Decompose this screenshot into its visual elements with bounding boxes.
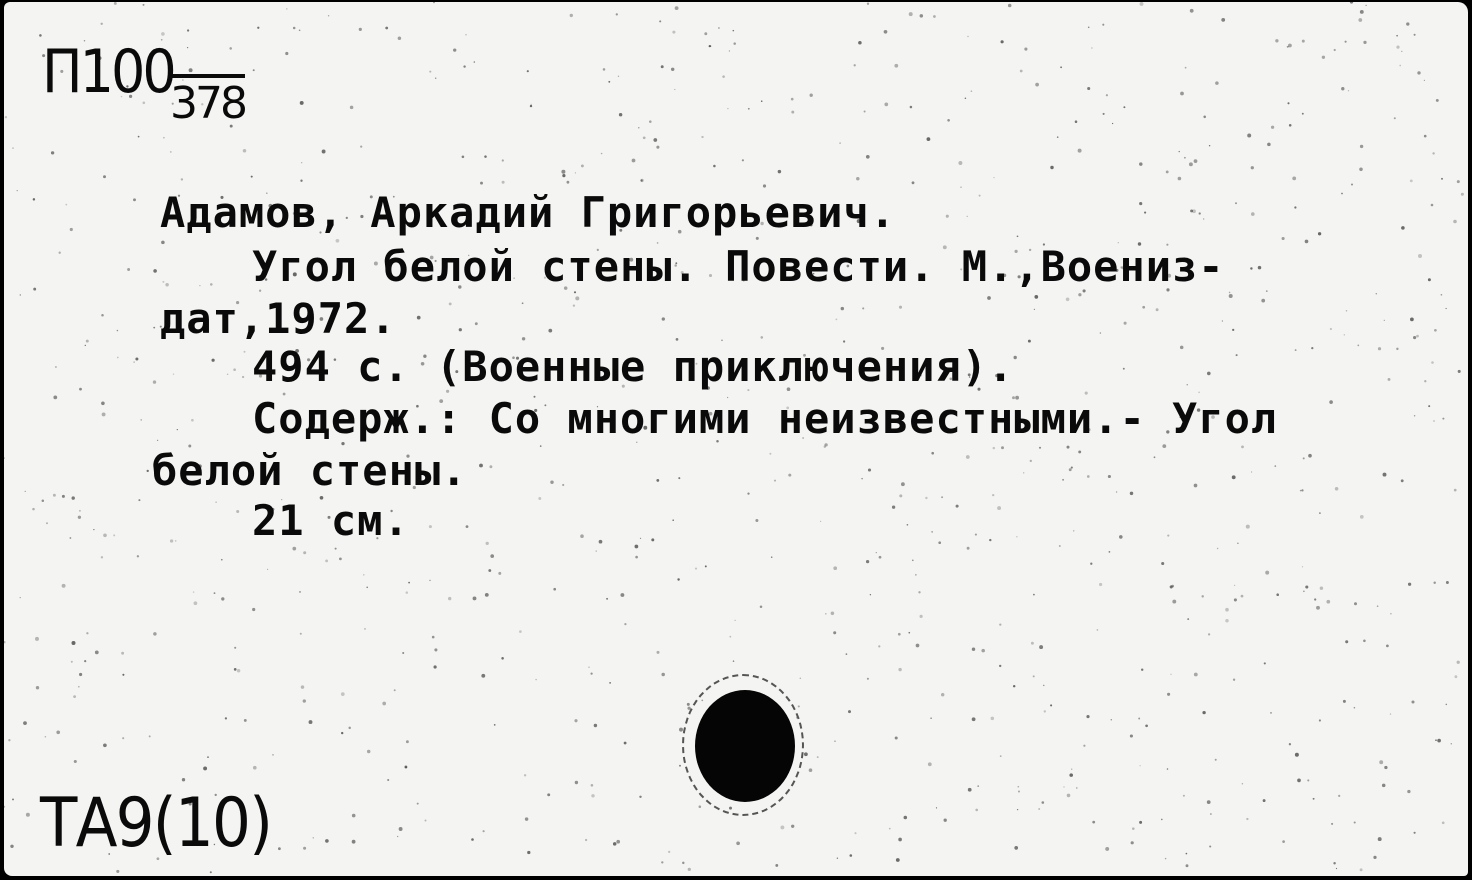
contents-line-2: белой стены.: [152, 446, 468, 495]
call-number: П100: [42, 36, 174, 107]
author-heading: Адамов, Аркадий Григорьевич.: [160, 188, 897, 237]
catalog-card: [4, 2, 1468, 876]
contents-line-1: Содерж.: Со многими неизвестными.- Угол: [252, 394, 1278, 443]
call-number-fraction: 378: [170, 78, 245, 129]
title-line-2: дат,1972.: [160, 294, 397, 343]
punch-hole: [695, 690, 795, 802]
title-line-1: Угол белой стены. Повести. М.,Воениз-: [252, 242, 1225, 291]
pages-series-line: 494 с. (Военные приключения).: [252, 342, 1015, 391]
size-line: 21 см.: [252, 496, 410, 545]
shelf-mark: ТА9(10): [40, 784, 272, 863]
